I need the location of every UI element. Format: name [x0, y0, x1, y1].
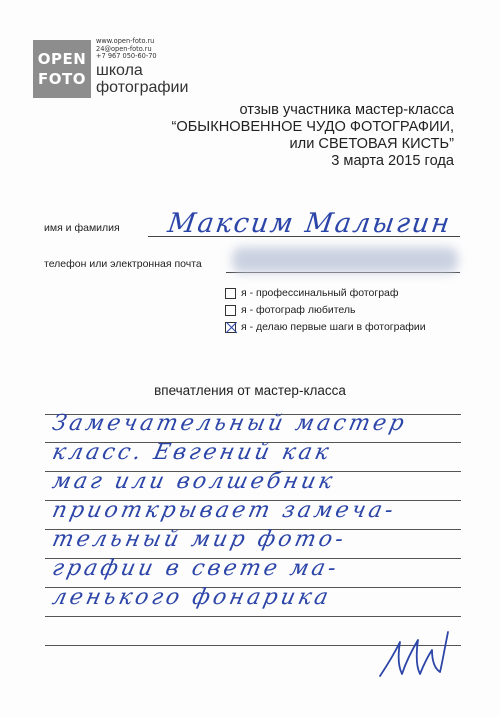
impression-line-1: Замечательный мастер	[50, 411, 410, 436]
form-heading	[171, 102, 454, 170]
logo-word-open: OPEN	[37, 50, 87, 68]
impression-line-4: приоткрывает замеча-	[50, 498, 399, 523]
contact-email: 24@open-foto.ru	[96, 44, 152, 53]
name-field-value[interactable]: Максим Малыгин	[165, 208, 454, 239]
checkbox-amateur[interactable]	[225, 305, 236, 316]
contact-field-value-redacted[interactable]	[232, 247, 458, 273]
option-amateur[interactable]	[225, 303, 356, 317]
ruled-line	[45, 616, 461, 617]
option-beginner[interactable]	[225, 320, 426, 334]
heading-line1: отзыв участника мастер-класса	[239, 102, 454, 118]
logo-word-foto: FOTO	[38, 70, 86, 88]
impression-line-6: графии в свете ма-	[50, 556, 342, 581]
checkbox-beginner[interactable]	[225, 322, 236, 333]
heading-line2: “ОБЫКНОВЕННОЕ ЧУДО ФОТОГРАФИИ,	[171, 119, 454, 135]
open-foto-logo	[33, 40, 91, 98]
contact-field-label: телефон или электронная почта	[44, 258, 202, 270]
contact-info	[96, 38, 157, 61]
name-field-label: имя и фамилия	[44, 222, 120, 234]
option-professional[interactable]	[225, 286, 399, 300]
checkbox-professional[interactable]	[225, 288, 236, 299]
impression-line-7: ленького фонарика	[50, 585, 334, 610]
impression-line-5: тельный мир фото-	[50, 527, 349, 552]
option-amateur-label: я - фотограф любитель	[241, 304, 356, 316]
heading-line3: или СВЕТОВАЯ КИСТЬ”	[289, 136, 454, 152]
school-name	[96, 62, 188, 96]
option-beginner-label: я - делаю первые шаги в фотографии	[241, 321, 426, 333]
impression-line-3: маг или волшебник	[50, 469, 338, 494]
school-name-line1: школа	[96, 62, 143, 79]
signature	[376, 624, 456, 684]
heading-date: 3 марта 2015 года	[331, 153, 454, 169]
impression-line-2: класс. Евгений как	[50, 440, 335, 465]
impressions-title: впечатления от мастер-класса	[154, 383, 346, 398]
school-name-line2: фотографии	[96, 79, 189, 96]
contact-phone: +7 967 050-60-70	[96, 52, 157, 61]
option-professional-label: я - профессинальный фотограф	[241, 287, 399, 299]
contact-website: www.open-foto.ru	[96, 37, 155, 45]
